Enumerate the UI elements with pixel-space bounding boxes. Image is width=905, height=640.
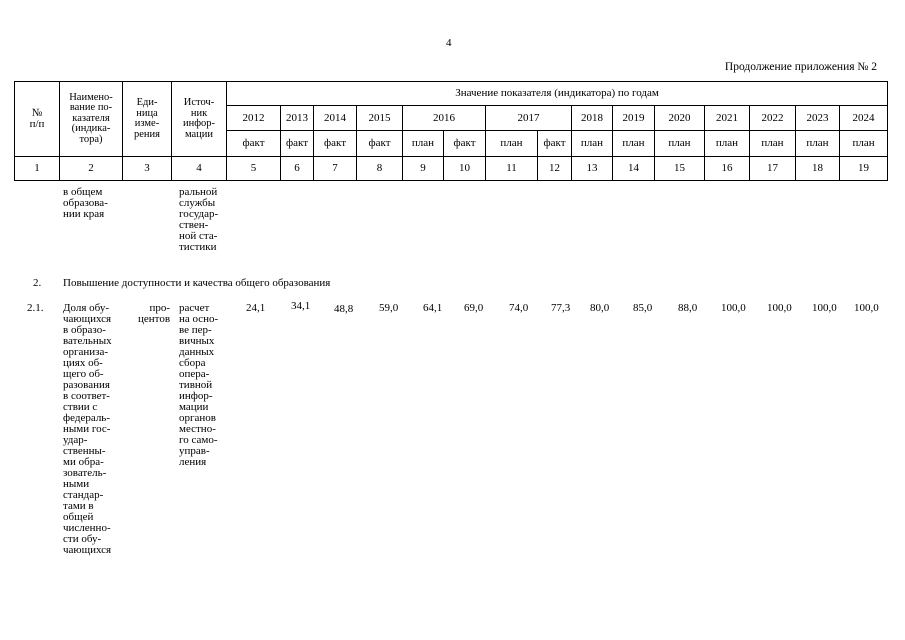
row-unit: про- центов: [138, 302, 171, 325]
column-number: 10: [444, 157, 486, 181]
column-number: 17: [750, 157, 796, 181]
header-year: 2015: [357, 106, 403, 131]
header-year: 2019: [613, 106, 655, 131]
value-2012: 24,1: [246, 302, 266, 314]
header-year: 2017: [486, 106, 572, 131]
value-2023: 100,0: [812, 302, 837, 314]
column-number: 5: [227, 157, 281, 181]
column-number: 13: [572, 157, 613, 181]
header-type: план: [403, 131, 444, 157]
header-type: факт: [281, 131, 314, 157]
column-number: 1: [15, 157, 60, 181]
header-type: план: [796, 131, 840, 157]
column-number: 9: [403, 157, 444, 181]
header-type: факт: [227, 131, 281, 157]
value-2019: 85,0: [633, 302, 653, 314]
column-number: 14: [613, 157, 655, 181]
value-2018: 80,0: [590, 302, 610, 314]
header-year: 2023: [796, 106, 840, 131]
annex-title: Продолжение приложения № 2: [724, 61, 877, 73]
continued-indicator-name: в общем образова- нии края: [63, 186, 108, 220]
section-number: 2.: [33, 277, 42, 289]
header-year: 2022: [750, 106, 796, 131]
continued-source: ральной службы государ- ствен- ной ста- тистики: [179, 186, 219, 253]
header-type: план: [655, 131, 705, 157]
header-year: 2013: [281, 106, 314, 131]
row-number: 2.1.: [27, 302, 44, 314]
column-number: 7: [314, 157, 357, 181]
header-year: 2016: [403, 106, 486, 131]
header-type: факт: [444, 131, 486, 157]
value-2020: 88,0: [678, 302, 698, 314]
column-number: 11: [486, 157, 538, 181]
column-number: 8: [357, 157, 403, 181]
row-indicator-name: Доля обу- чающихся в образо- вательных организа- циях об- щего об- разования в соответ- ствии с федераль- ными гос- удар- ственны- ми обра- зователь- ными стандар- тами в общей численно- сти обу- чающихся: [63, 302, 112, 556]
value-2014: 48,8: [334, 303, 354, 315]
value-2024: 100,0: [854, 302, 879, 314]
column-number: 6: [281, 157, 314, 181]
value-2022: 100,0: [767, 302, 792, 314]
header-type: факт: [314, 131, 357, 157]
value-2021: 100,0: [721, 302, 746, 314]
column-number: 4: [172, 157, 227, 181]
column-number: 15: [655, 157, 705, 181]
header-year: 2014: [314, 106, 357, 131]
value-2017-plan: 74,0: [509, 302, 529, 314]
column-number: 3: [123, 157, 172, 181]
header-indicator-name: Наимено- вание по- казателя (индика- тора): [60, 82, 123, 157]
value-2016-fact: 69,0: [464, 302, 484, 314]
value-2016-plan: 64,1: [423, 302, 443, 314]
header-type: план: [613, 131, 655, 157]
header-type: план: [840, 131, 888, 157]
value-2015: 59,0: [379, 302, 399, 314]
header-source: Источ- ник инфор- мации: [172, 82, 227, 157]
header-type: факт: [538, 131, 572, 157]
row-source: расчет на осно- ве пер- вичных данных сбора опера- тивной инфор- мации органов местно- го само- управ- ления: [179, 302, 219, 468]
indicator-table-header: [14, 81, 888, 181]
column-number: 16: [705, 157, 750, 181]
header-unit: Еди- ница изме- рения: [123, 82, 172, 157]
header-year: 2024: [840, 106, 888, 131]
header-no: № п/п: [15, 82, 60, 157]
value-2017-fact: 77,3: [551, 302, 571, 314]
header-type: план: [705, 131, 750, 157]
header-type: план: [486, 131, 538, 157]
header-year: 2021: [705, 106, 750, 131]
column-number: 18: [796, 157, 840, 181]
value-2013: 34,1: [291, 300, 311, 312]
header-year: 2020: [655, 106, 705, 131]
column-number: 2: [60, 157, 123, 181]
column-number: 19: [840, 157, 888, 181]
page-number: 4: [446, 37, 452, 49]
column-number: 12: [538, 157, 572, 181]
header-year: 2012: [227, 106, 281, 131]
header-type: план: [750, 131, 796, 157]
section-title: Повышение доступности и качества общего образования: [63, 277, 331, 289]
header-values-title: Значение показателя (индикатора) по годам: [227, 82, 888, 106]
header-type: факт: [357, 131, 403, 157]
header-year: 2018: [572, 106, 613, 131]
header-type: план: [572, 131, 613, 157]
